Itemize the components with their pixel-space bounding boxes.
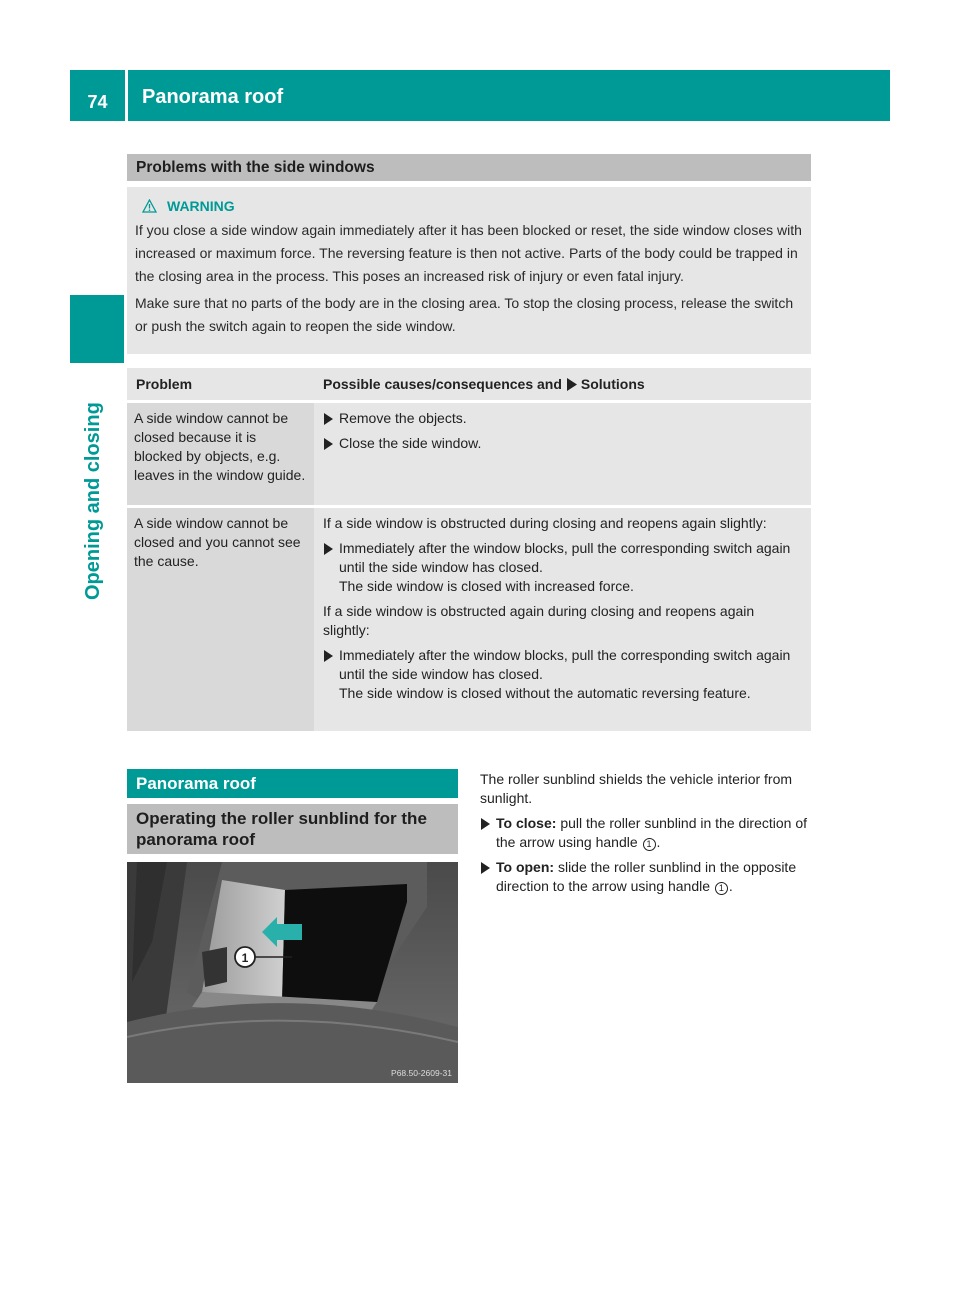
solution-step: Remove the objects. [323, 409, 802, 428]
solution-step-note: The side window is closed without the automatic reversing feature. [339, 685, 751, 701]
solution-step-note: The side window is closed with increased force. [339, 578, 634, 594]
instruction-open-label: To open: [496, 859, 555, 875]
solution-step-text: Immediately after the window blocks, pull the corresponding switch again until the side window has closed. [339, 540, 791, 575]
solution-intro: If a side window is obstructed during closing and reopens again slightly: [323, 515, 767, 531]
warning-label: WARNING [167, 197, 235, 214]
handle-ref-icon: 1 [643, 838, 656, 851]
solution-step [323, 646, 802, 703]
page-number: 74 [87, 92, 108, 112]
play-arrow-icon [567, 378, 577, 391]
instruction-close-text: pull the roller sunblind in the direction of the arrow using handle [496, 815, 808, 850]
panorama-subheading: Operating the roller sunblind for the panorama roof [127, 804, 458, 854]
solution-cell [314, 508, 811, 731]
solution-step: Close the side window. [323, 434, 802, 453]
solution-cell [314, 403, 811, 505]
warning-triangle-icon [142, 199, 157, 213]
solution-step [323, 539, 802, 596]
warning-text: If you close a side window again immediately after it has been blocked or reset, the side window closes with increased or maximum force. The reversing feature is then not active. Parts of the body could be trapped in the closing area in the process. This poses an increased risk of injury or even fatal injury. [135, 222, 802, 284]
instruction-open-text: slide the roller sunblind in the opposite direction to the arrow using handle [496, 859, 797, 894]
handle-ref-icon: 1 [715, 882, 728, 895]
column-header-problem: Problem [127, 368, 314, 400]
instruction-open: To open: slide the roller sunblind in the opposite direction to the arrow using handle 1 . [480, 858, 810, 896]
instruction-close-label: To close: [496, 815, 557, 831]
panorama-heading: Panorama roof [127, 769, 458, 798]
solution-step-text: Immediately after the window blocks, pull the corresponding switch again until the side window has closed. [339, 647, 791, 682]
page-title: Panorama roof [142, 86, 284, 108]
warning-header [135, 195, 803, 217]
callout-label: 1 [241, 951, 249, 965]
sunblind-photo [127, 862, 458, 1083]
column-header-solutions [314, 368, 811, 400]
chapter-label: Opening and closing [82, 402, 104, 600]
chapter-marker [70, 295, 124, 363]
instruction-close: To close: pull the roller sunblind in the direction of the arrow using handle 1 . [480, 814, 810, 852]
panorama-instructions [480, 770, 810, 902]
problem-cell: A side window cannot be closed because it is blocked by objects, e.g. leaves in the window guide. [127, 403, 314, 505]
problem-cell: A side window cannot be closed and you cannot see the cause. [127, 508, 314, 731]
solution-intro: If a side window is obstructed again during closing and reopens again slightly: [323, 603, 755, 638]
photo-code: P68.50-2609-31 [391, 1068, 452, 1078]
section-title: Problems with the side windows [127, 154, 811, 181]
column-header-solutions-text: Possible causes/consequences and [323, 376, 562, 392]
panorama-intro: The roller sunblind shields the vehicle interior from sunlight. [480, 771, 793, 806]
column-header-solutions-label: Solutions [580, 376, 645, 392]
header-divider [125, 70, 128, 121]
warning-box [127, 187, 811, 354]
warning-instruction: Make sure that no parts of the body are in the closing area. To stop the closing process, release the switch or push the switch again to reopen the side window. [135, 295, 794, 334]
